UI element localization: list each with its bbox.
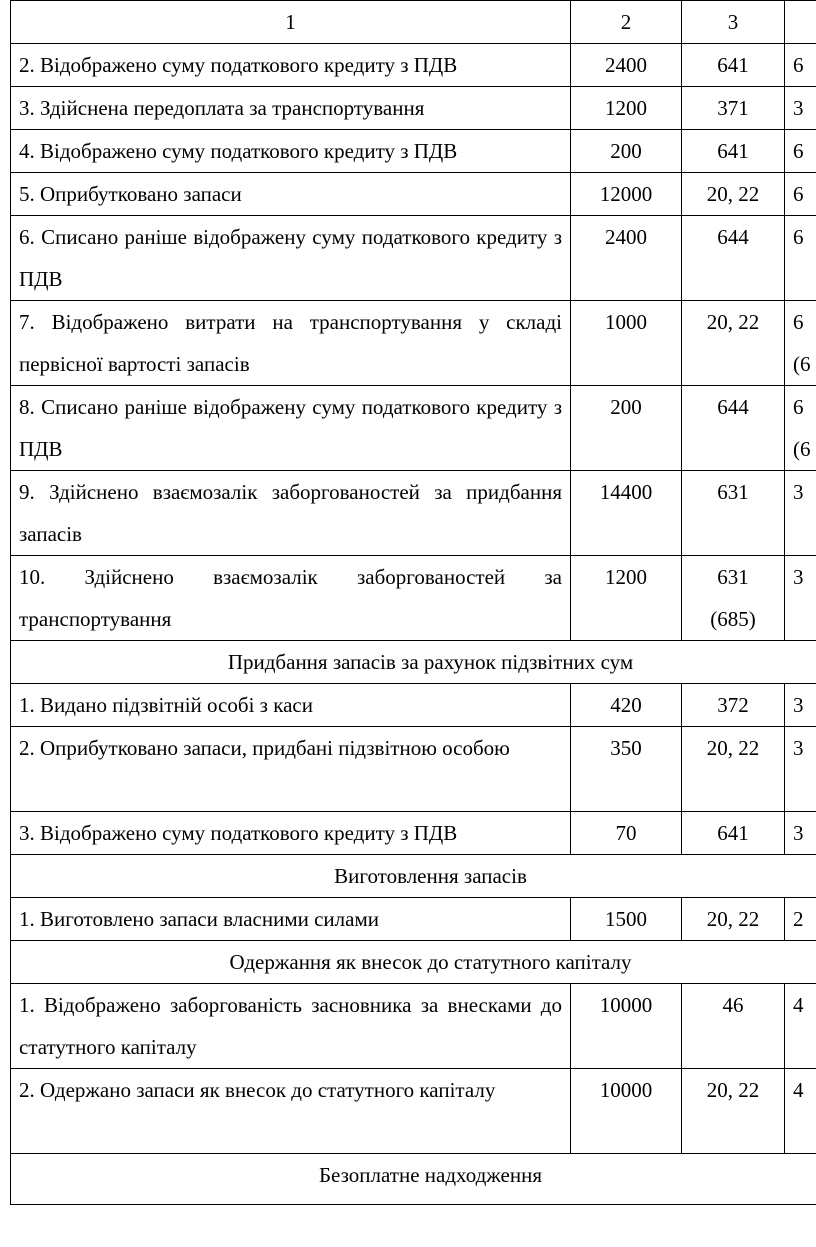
debit-cell: 20, 22 bbox=[682, 301, 785, 386]
amount-cell: 12000 bbox=[571, 173, 682, 216]
amount-cell: 350 bbox=[571, 727, 682, 812]
table-row bbox=[11, 812, 816, 855]
amount-cell: 1000 bbox=[571, 301, 682, 386]
table-row bbox=[11, 684, 816, 727]
amount-cell: 70 bbox=[571, 812, 682, 855]
operation-description: 3. Відображено суму податкового кредиту з ПДВ bbox=[11, 812, 571, 855]
operation-description: 8. Списано раніше відображену суму податкового кредиту з ПДВ bbox=[11, 386, 571, 471]
section-heading: Придбання запасів за рахунок підзвітних сум bbox=[11, 641, 816, 684]
table-row bbox=[11, 898, 816, 941]
section-heading-row bbox=[11, 641, 816, 684]
credit-cell: 6 bbox=[785, 216, 816, 301]
credit-line: 6 bbox=[793, 310, 804, 334]
amount-cell: 200 bbox=[571, 130, 682, 173]
table-row bbox=[11, 386, 816, 471]
debit-cell: 644 bbox=[682, 216, 785, 301]
credit-line: 6 bbox=[793, 395, 804, 419]
credit-cell: 3 bbox=[785, 471, 816, 556]
table-row bbox=[11, 87, 816, 130]
operation-description: 4. Відображено суму податкового кредиту з ПДВ bbox=[11, 130, 571, 173]
amount-cell: 1200 bbox=[571, 87, 682, 130]
table-row bbox=[11, 727, 816, 812]
header-cell: 1 bbox=[11, 1, 571, 44]
table-row bbox=[11, 173, 816, 216]
section-heading-row bbox=[11, 941, 816, 984]
credit-cell: 4 bbox=[785, 1069, 816, 1154]
debit-cell: 20, 22 bbox=[682, 173, 785, 216]
amount-cell: 10000 bbox=[571, 1069, 682, 1154]
credit-cell bbox=[785, 386, 816, 471]
credit-line: (6 bbox=[793, 437, 811, 461]
header-cell bbox=[785, 1, 816, 44]
amount-cell: 1500 bbox=[571, 898, 682, 941]
debit-cell: 20, 22 bbox=[682, 898, 785, 941]
credit-cell: 3 bbox=[785, 812, 816, 855]
operation-description: 9. Здійснено взаємозалік заборгованостей за придбання запасів bbox=[11, 471, 571, 556]
table-row bbox=[11, 1069, 816, 1154]
debit-cell: 641 bbox=[682, 812, 785, 855]
operation-description: 1. Виготовлено запаси власними силами bbox=[11, 898, 571, 941]
operation-description: 1. Відображено заборгованість засновника за внесками до статутного капіталу bbox=[11, 984, 571, 1069]
amount-cell: 14400 bbox=[571, 471, 682, 556]
operation-description: 5. Оприбутковано запаси bbox=[11, 173, 571, 216]
credit-cell: 2 bbox=[785, 898, 816, 941]
table-row bbox=[11, 984, 816, 1069]
amount-cell: 200 bbox=[571, 386, 682, 471]
section-heading-row bbox=[11, 855, 816, 898]
operation-description: 6. Списано раніше відображену суму податкового кредиту з ПДВ bbox=[11, 216, 571, 301]
credit-cell: 3 bbox=[785, 556, 816, 641]
debit-cell: 46 bbox=[682, 984, 785, 1069]
amount-cell: 420 bbox=[571, 684, 682, 727]
table-row bbox=[11, 44, 816, 87]
credit-cell bbox=[785, 301, 816, 386]
operation-description: 1. Видано підзвітній особі з каси bbox=[11, 684, 571, 727]
table-row bbox=[11, 130, 816, 173]
operation-description: 7. Відображено витрати на транспортування у складі первісної вартості запасів bbox=[11, 301, 571, 386]
credit-line: (6 bbox=[793, 352, 811, 376]
debit-cell: 641 bbox=[682, 130, 785, 173]
section-heading: Безоплатне надходження bbox=[11, 1154, 816, 1205]
table-row bbox=[11, 216, 816, 301]
debit-line: (685) bbox=[710, 607, 756, 631]
debit-cell: 20, 22 bbox=[682, 727, 785, 812]
credit-cell: 6 bbox=[785, 173, 816, 216]
debit-cell bbox=[682, 556, 785, 641]
credit-cell: 3 bbox=[785, 684, 816, 727]
debit-cell: 371 bbox=[682, 87, 785, 130]
amount-cell: 2400 bbox=[571, 216, 682, 301]
credit-cell: 6 bbox=[785, 130, 816, 173]
header-row bbox=[11, 1, 816, 44]
table-row bbox=[11, 556, 816, 641]
table-row bbox=[11, 471, 816, 556]
section-heading: Одержання як внесок до статутного капіталу bbox=[11, 941, 816, 984]
amount-cell: 10000 bbox=[571, 984, 682, 1069]
debit-cell: 631 bbox=[682, 471, 785, 556]
header-cell: 3 bbox=[682, 1, 785, 44]
amount-cell: 1200 bbox=[571, 556, 682, 641]
section-heading: Виготовлення запасів bbox=[11, 855, 816, 898]
operation-description: 2. Оприбутковано запаси, придбані підзвітною особою bbox=[11, 727, 571, 812]
section-heading-row bbox=[11, 1154, 816, 1205]
debit-cell: 644 bbox=[682, 386, 785, 471]
credit-cell: 6 bbox=[785, 44, 816, 87]
operation-description: 10. Здійснено взаємозалік заборгованостей за транспортування bbox=[11, 556, 571, 641]
operation-description: 3. Здійснена передоплата за транспортування bbox=[11, 87, 571, 130]
header-cell: 2 bbox=[571, 1, 682, 44]
debit-cell: 372 bbox=[682, 684, 785, 727]
credit-cell: 4 bbox=[785, 984, 816, 1069]
credit-cell: 3 bbox=[785, 727, 816, 812]
debit-cell: 641 bbox=[682, 44, 785, 87]
amount-cell: 2400 bbox=[571, 44, 682, 87]
operation-description: 2. Відображено суму податкового кредиту з ПДВ bbox=[11, 44, 571, 87]
debit-cell: 20, 22 bbox=[682, 1069, 785, 1154]
accounting-entries-table bbox=[10, 0, 816, 1205]
operation-description: 2. Одержано запаси як внесок до статутного капіталу bbox=[11, 1069, 571, 1154]
table-row bbox=[11, 301, 816, 386]
debit-line: 631 bbox=[717, 565, 749, 589]
credit-cell: 3 bbox=[785, 87, 816, 130]
